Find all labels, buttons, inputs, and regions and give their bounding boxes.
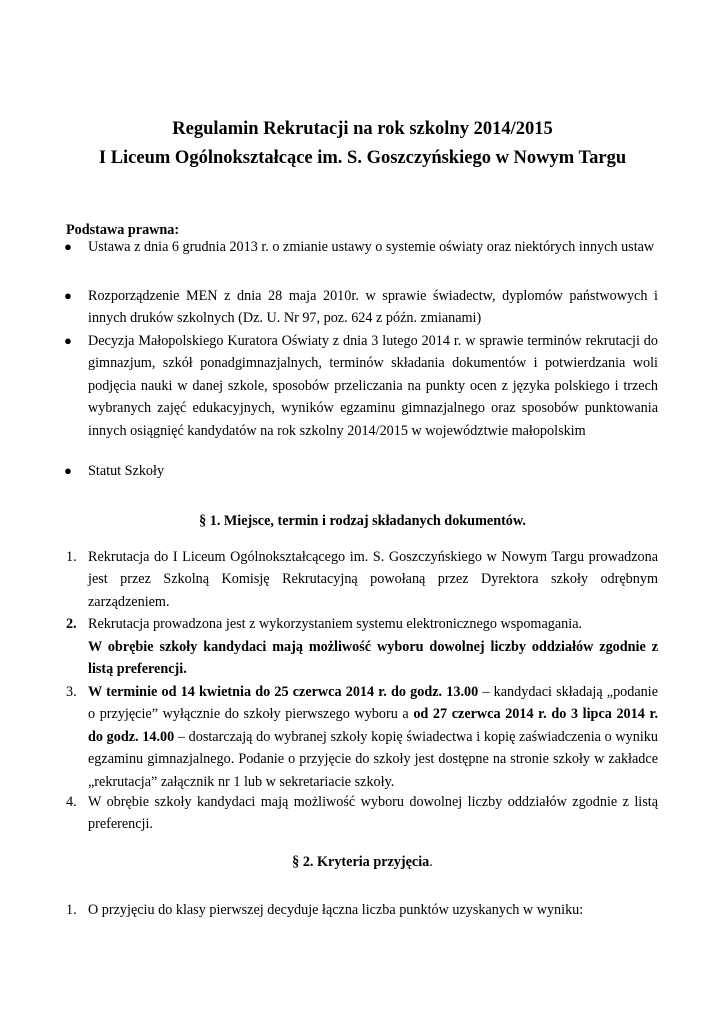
section-2-item: O przyjęciu do klasy pierwszej decyduje łączna liczba punktów uzyskanych w wyniku: xyxy=(88,902,584,918)
list-number: 2. xyxy=(66,616,77,632)
legal-basis-item: Decyzja Małopolskiego Kuratora Oświaty z dnia 3 lutego 2014 r. w sprawie terminów rekrutacji do gimnazjum, szkół ponadgimnazjalnych, terminów składania dokumentów i potwierdzania woli podjęcia nauki w danej szkole, sposobów przeliczania na punkty ocen z języka polskiego i trzech wybranych zajęć edukacyjnych, wyników egzaminu gimnazjalnego oraz sposobów punktowania innych osiągnięć kandydatów na rok szkolny 2014/2015 w województwie małopolskim xyxy=(88,333,658,439)
document-subtitle: I Liceum Ogólnokształcące im. S. Goszczyńskiego w Nowym Targu xyxy=(98,148,627,168)
section-1-item: Rekrutacja prowadzona jest z wykorzystaniem systemu elektronicznego wspomagania. xyxy=(88,616,583,632)
deadline-application: W terminie od 14 kwietnia do 25 czerwca 2014 r. do godz. 13.00 xyxy=(88,684,479,700)
list-number: 3. xyxy=(66,684,77,700)
list-number: 1. xyxy=(66,549,77,565)
legal-basis-item: Statut Szkoły xyxy=(88,463,165,479)
list-number: 1. xyxy=(66,902,77,918)
section-2-heading xyxy=(0,851,725,873)
legal-basis-item: Ustawa z dnia 6 grudnia 2013 r. o zmianie ustawy o systemie oświaty oraz niektórych innych ustaw xyxy=(88,239,655,255)
section-1-item: Rekrutacja do I Liceum Ogólnokształcącego im. S. Goszczyńskiego w Nowym Targu prowadzona jest przez Szkolną Komisję Rekrutacyjną powołaną przez Dyrektora szkoły odrębnym zarządzeniem. xyxy=(88,549,658,610)
legal-basis-label: Podstawa prawna: xyxy=(66,222,180,238)
document-title: Regulamin Rekrutacji na rok szkolny 2014/2015 xyxy=(172,119,553,139)
bullet-icon: ● xyxy=(64,288,72,303)
bullet-icon: ● xyxy=(64,239,72,254)
section-1-heading: § 1. Miejsce, termin i rodzaj składanych dokumentów. xyxy=(199,513,526,529)
deadline-documents: od 27 czerwca 2014 r. do 3 lipca 2014 r. do godz. 14.00 xyxy=(88,706,658,745)
item-text: – dostarczają do wybranej szkoły kopię świadectwa i kopię zaświadczenia o wyniku egzaminu gimnazjalnego. Podanie o przyjęcie do szkoły jest dostępne na stronie szkoły w zakładce „rekrutacja” załącznik nr 1 lub w sekretariacie szkoły. xyxy=(88,728,658,790)
section-1-item xyxy=(88,681,658,793)
item-text: – kandydaci składają „podanie o przyjęcie” wyłącznie do szkoły pierwszego wyboru a xyxy=(88,684,658,723)
section-2-heading-period: . xyxy=(429,854,433,870)
section-1-item: W obrębie szkoły kandydaci mają możliwość wyboru dowolnej liczby oddziałów zgodnie z listą preferencji. xyxy=(88,794,658,833)
bullet-icon: ● xyxy=(64,463,72,478)
section-1-item-bold: W obrębie szkoły kandydaci mają możliwość wyboru dowolnej liczby oddziałów zgodnie z listą preferencji. xyxy=(88,639,658,678)
list-number: 4. xyxy=(66,794,77,810)
section-2-heading-text: § 2. Kryteria przyjęcia xyxy=(292,854,430,870)
legal-basis-item: Rozporządzenie MEN z dnia 28 maja 2010r. w sprawie świadectw, dyplomów państwowych i innych druków szkolnych (Dz. U. Nr 97, poz. 624 z późn. zmianami) xyxy=(88,288,658,327)
bullet-icon: ● xyxy=(64,333,72,348)
